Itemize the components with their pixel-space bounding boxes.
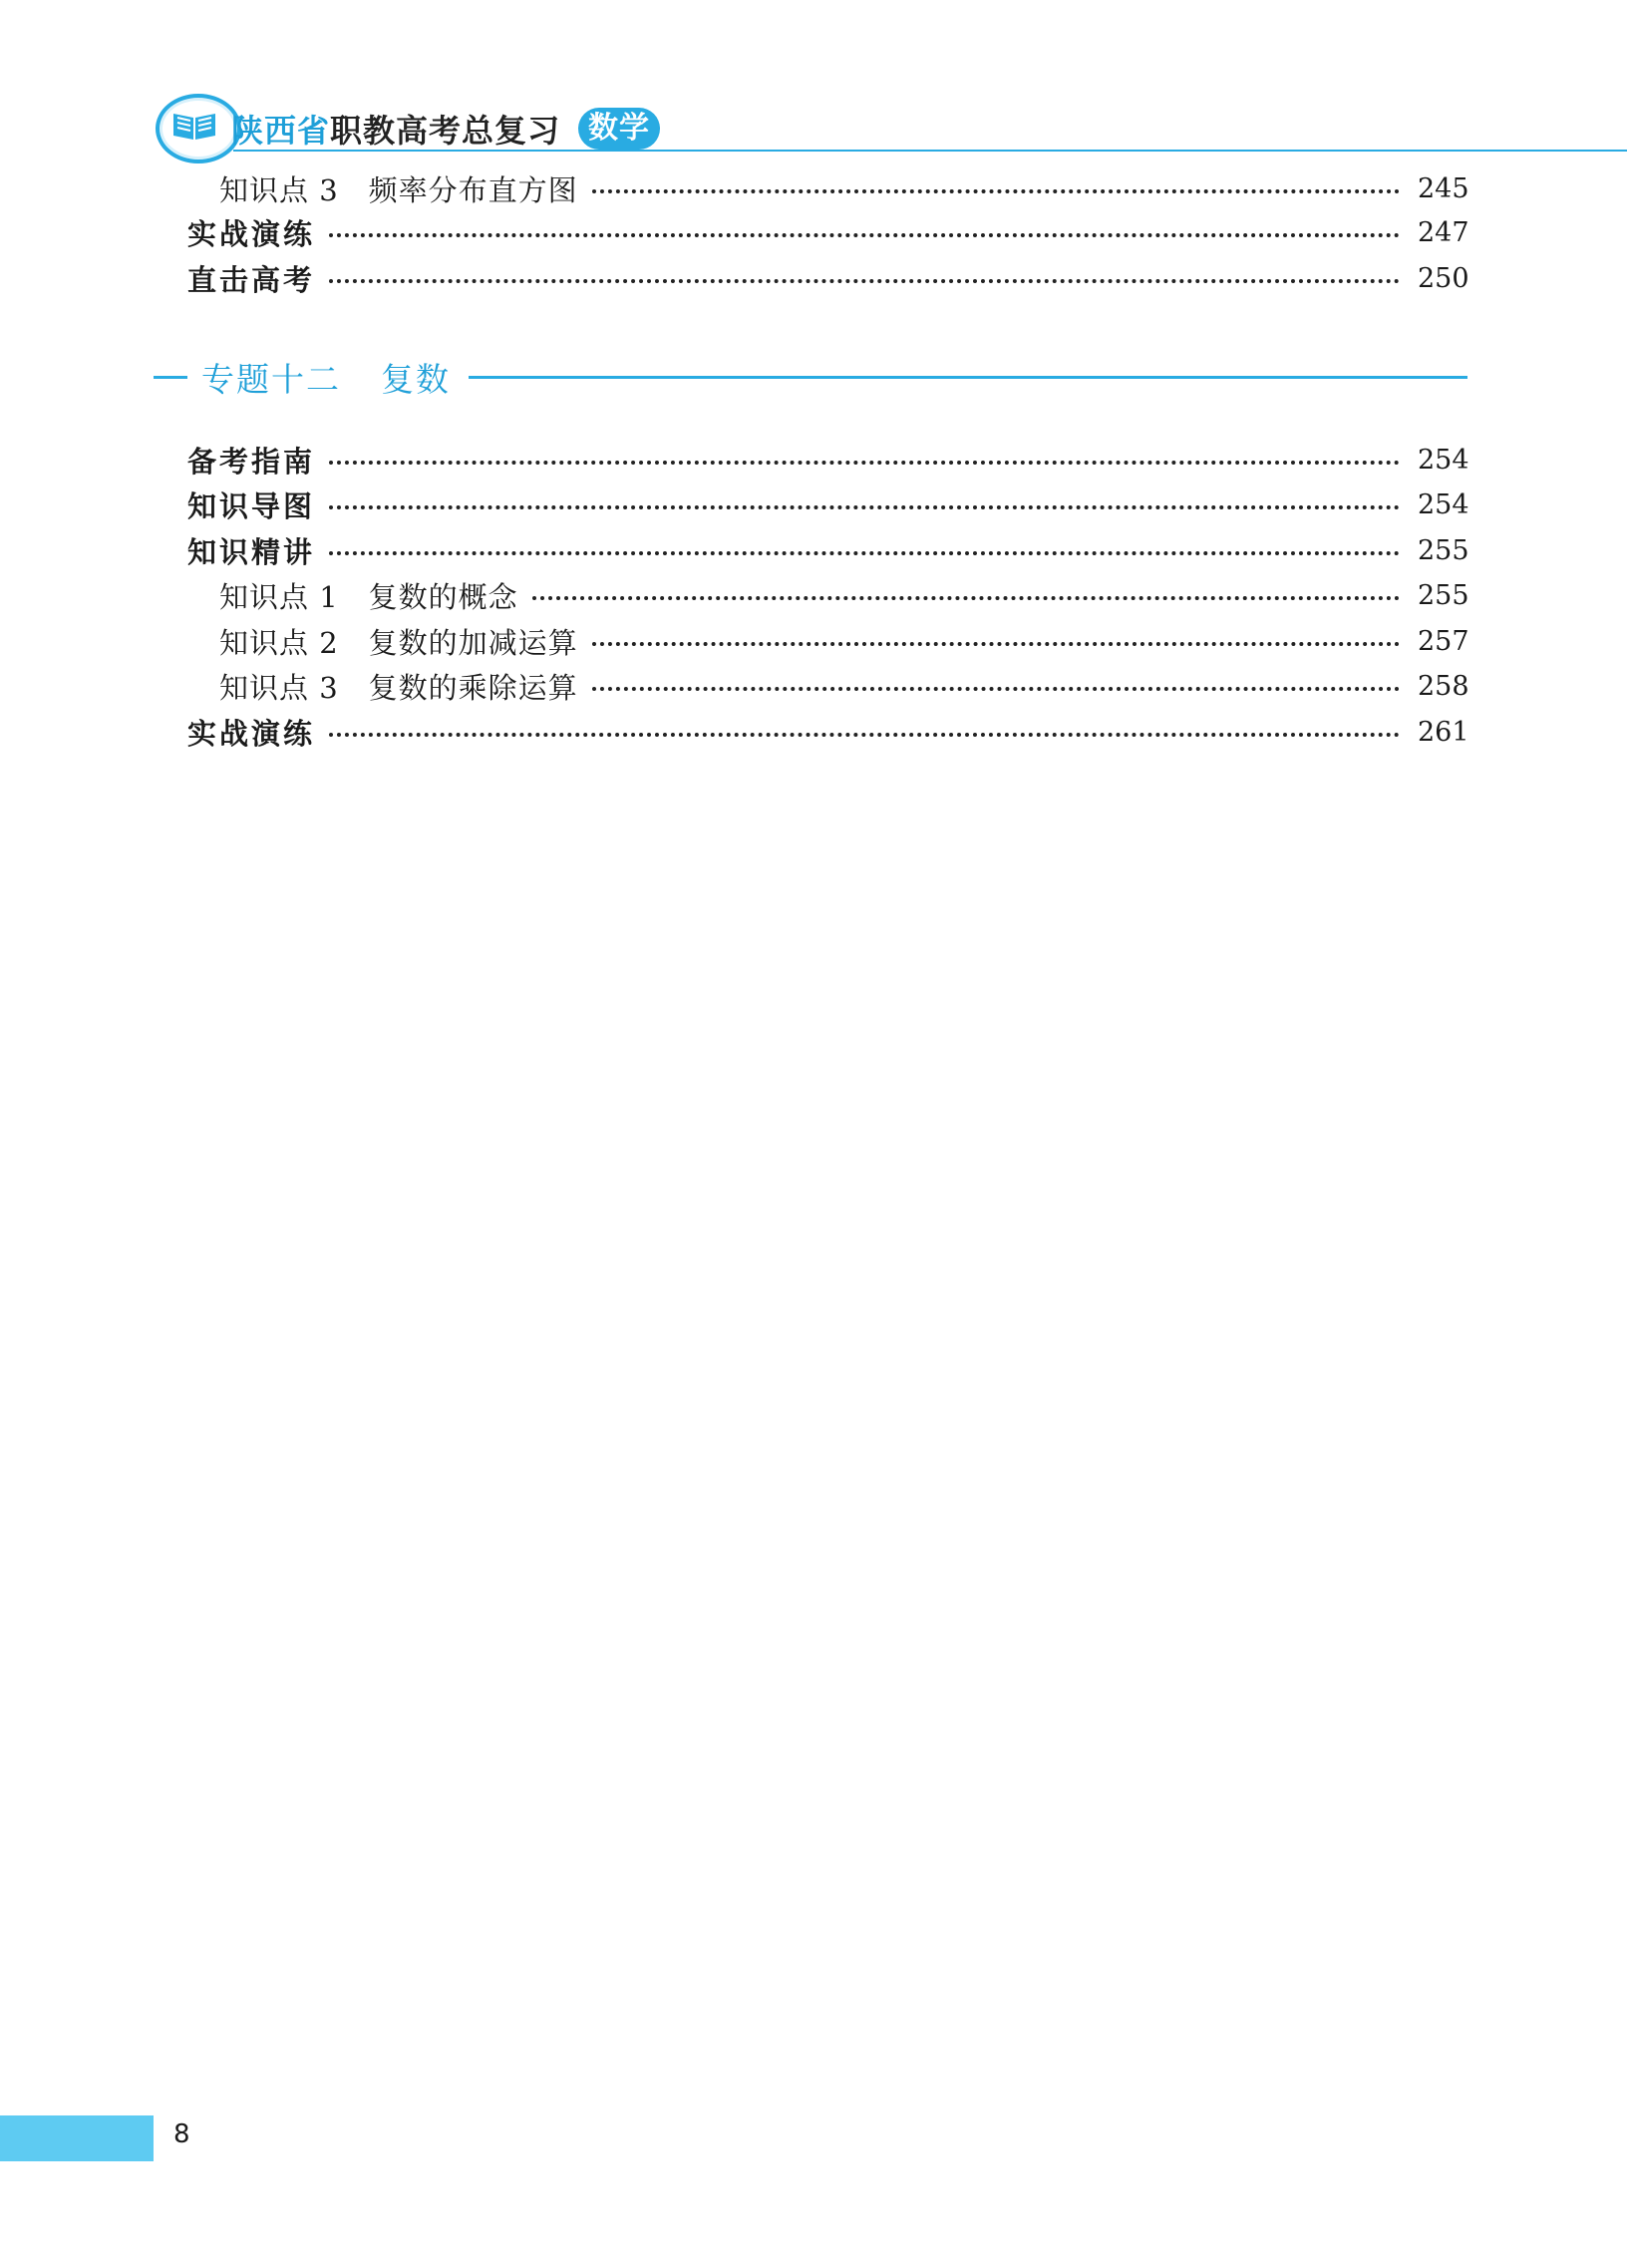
toc-entry-page: 255 [1418, 534, 1469, 566]
toc-entry-page: 250 [1418, 262, 1469, 294]
toc-leader [329, 233, 1400, 237]
toc-entry-page: 255 [1418, 579, 1469, 611]
toc-leader [592, 642, 1400, 646]
section-title [201, 354, 451, 401]
section-heading-rule [469, 376, 1467, 379]
book-title-region: 陕西省 [231, 112, 331, 150]
toc-entry-label: 知识导图 [187, 488, 316, 523]
toc-entry-page: 254 [1418, 488, 1469, 520]
toc-entry-label: 知识点 3 复数的乘除运算 [219, 670, 578, 705]
toc-leader [592, 189, 1400, 193]
toc-entry[interactable] [0, 167, 1627, 209]
toc-leader [329, 461, 1400, 465]
toc-entry[interactable] [0, 711, 1627, 753]
toc-leader [329, 551, 1400, 555]
toc-entry-page: 257 [1418, 625, 1469, 657]
section-number: 专题十二 [201, 359, 341, 399]
toc-entry-page: 258 [1418, 670, 1469, 702]
toc-entry-label: 实战演练 [187, 216, 316, 251]
toc-entry-label: 知识点 1 复数的概念 [219, 579, 518, 614]
toc-entry-label: 实战演练 [187, 716, 316, 751]
page-number: 8 [173, 2119, 190, 2149]
toc-leader [532, 596, 1400, 600]
toc-entry[interactable] [0, 620, 1627, 662]
toc-entry[interactable] [0, 484, 1627, 525]
toc-entry-page: 254 [1418, 444, 1469, 476]
book-logo [156, 94, 241, 163]
toc-entry-label: 知识点 2 复数的加减运算 [219, 625, 578, 660]
open-book-icon [169, 106, 219, 146]
toc-entry-page: 247 [1418, 216, 1469, 248]
toc-entry[interactable] [0, 439, 1627, 481]
footer-accent-bar [0, 2115, 154, 2161]
section-heading-dash [154, 376, 187, 379]
section-subtitle: 复数 [381, 359, 451, 399]
toc-entry[interactable] [0, 211, 1627, 253]
toc-leader [329, 733, 1400, 737]
toc-leader [329, 505, 1400, 509]
toc-entry[interactable] [0, 665, 1627, 707]
toc-leader [592, 687, 1400, 691]
toc-entry[interactable] [0, 529, 1627, 571]
toc-entry-page: 245 [1418, 172, 1469, 204]
section-heading[interactable] [154, 355, 1467, 399]
toc-entry-label: 备考指南 [187, 444, 316, 479]
page-header [0, 0, 1627, 160]
book-title [231, 106, 560, 152]
book-title-main: 职教高考总复习 [330, 112, 561, 150]
header-divider [233, 150, 1627, 152]
subject-badge: 数学 [578, 108, 660, 150]
toc-entry[interactable] [0, 257, 1627, 299]
toc-entry-label: 知识点 3 频率分布直方图 [219, 172, 578, 207]
toc-entry-label: 知识精讲 [187, 534, 316, 569]
toc-leader [329, 279, 1400, 283]
toc-entry-label: 直击高考 [187, 262, 316, 297]
toc-entry[interactable] [0, 574, 1627, 616]
toc-entry-page: 261 [1418, 716, 1469, 748]
